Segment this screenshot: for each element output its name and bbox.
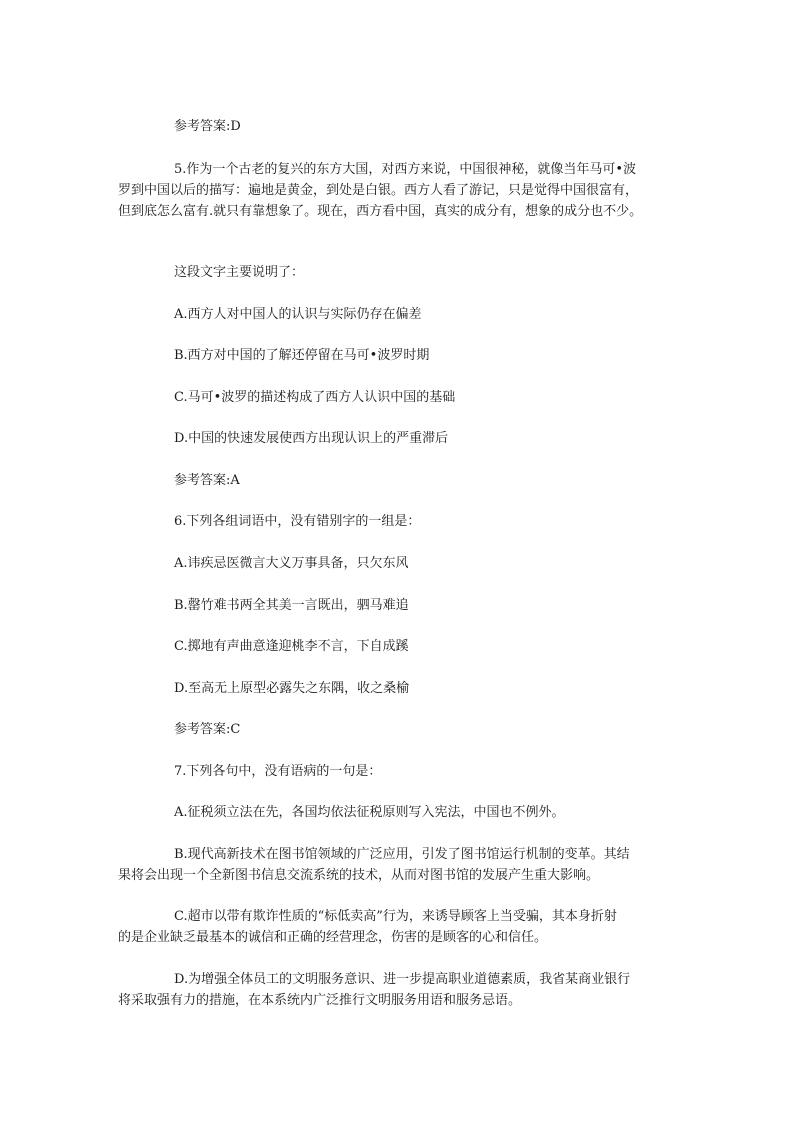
q6-option-a: A.讳疾忌医微言大义万事具备，只欠东风 (174, 556, 409, 571)
q6-stem: 6.下列各组词语中，没有错别字的一组是： (174, 514, 421, 529)
q7-option-b-line-1: B.现代高新技术在图书馆领域的广泛应用，引发了图书馆运行机制的变革。其结 (174, 847, 630, 862)
q7-option-c-line-1: C.超市以带有欺诈性质的“标低卖高”行为，来诱导顾客上当受骗，其本身折射 (174, 909, 617, 924)
q7-stem: 7.下列各句中，没有语病的一句是： (174, 764, 382, 779)
q5-option-b: B.西方对中国的了解还停留在马可•波罗时期 (174, 348, 430, 363)
answer-q5: 参考答案:A (174, 473, 240, 488)
q5-question: 这段文字主要说明了： (174, 265, 305, 280)
q7-option-c-line-2: 的是企业缺乏最基本的诚信和正确的经营理念，伤害的是顾客的心和信任。 (118, 930, 548, 945)
answer-q4: 参考答案:D (174, 119, 241, 134)
q7-option-d-line-2: 将采取强有力的措施，在本系统内广泛推行文明服务用语和服务忌语。 (118, 993, 522, 1008)
q5-stem-line-2: 罗到中国以后的描写：遍地是黄金，到处是白银。西方人看了游记，只是觉得中国很富有， (118, 183, 639, 198)
q6-option-d: D.至高无上原型必露失之东隅，收之桑榆 (174, 681, 410, 696)
q5-option-d: D.中国的快速发展使西方出现认识上的严重滞后 (174, 431, 449, 446)
q5-option-a: A.西方人对中国人的认识与实际仍存在偏差 (174, 307, 422, 322)
q6-option-b: B.罄竹难书两全其美一言既出，驷马难追 (174, 598, 409, 613)
q5-stem-line-3: 但到底怎么富有.就只有靠想象了。现在，西方看中国，真实的成分有，想象的成分也不少。 (118, 204, 643, 219)
q7-option-d-line-1: D.为增强全体员工的文明服务意识、进一步提高职业道德素质，我省某商业银行 (174, 972, 631, 987)
q6-option-c: C.掷地有声曲意逢迎桃李不言，下自成蹊 (174, 639, 409, 654)
q5-stem-line-1: 5.作为一个古老的复兴的东方大国，对西方来说，中国很神秘，就像当年马可•波 (174, 162, 637, 177)
answer-q6: 参考答案:C (174, 722, 241, 737)
q7-option-b-line-2: 果将会出现一个全新图书信息交流系统的技术，从而对图书馆的发展产生重大影响。 (118, 868, 600, 883)
q7-option-a: A.征税须立法在先，各国均依法征税原则写入宪法，中国也不例外。 (174, 805, 565, 820)
q5-option-c: C.马可•波罗的描述构成了西方人认识中国的基础 (174, 390, 456, 405)
